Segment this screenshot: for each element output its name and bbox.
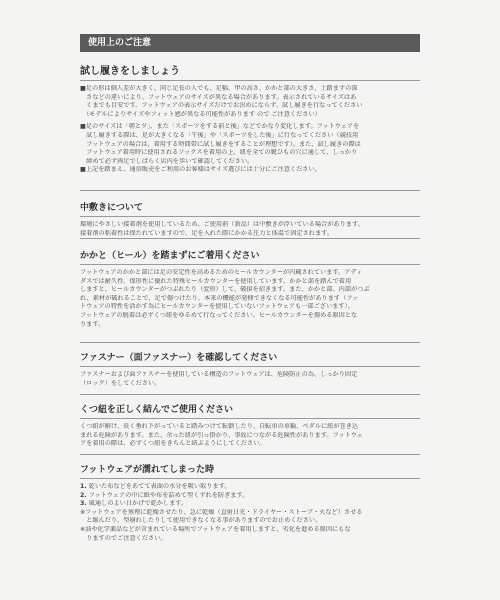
text-line: れ、素材が破れることで、足で傷つけたり、本来の機能が発揮できなくなる可能性があります（フッ <box>80 294 359 302</box>
text-line: （ロック）をしてください。 <box>80 379 161 387</box>
section-title: くつ紐を正しく結んでご使用ください <box>80 402 420 419</box>
step-line <box>80 483 420 492</box>
text-line: フットウェアの場合は、着用する時間帯に試し履きをすることが理想です）。また、試し履きの際は <box>80 140 361 148</box>
text-line: ります。 <box>80 320 105 328</box>
note-line: りますのでご注意ください。 <box>80 534 167 542</box>
divider <box>80 238 420 239</box>
section-try-on <box>80 62 420 175</box>
section-title: 試し履きをしましょう <box>80 62 420 81</box>
text-line: くまでも目安です。フットウェアの表示サイズだけでお決めにならず、試し履きを行なってください <box>80 102 363 110</box>
step-line <box>80 492 420 501</box>
section-title: かかと（ヒール）を踏まずにご着用ください <box>80 248 420 265</box>
divider <box>80 454 420 455</box>
text-line: 締めて必ず両足でしばらく店内を歩いて確認してください。 <box>80 157 254 165</box>
text-line: 試し履きする際は、足が大きくなる「午後」や「スポーツをした後」に行なってください（競技用 <box>80 131 359 139</box>
note-line: ※フットウェアを無理に乾燥させたり、急に乾燥（直射日光・ドライヤー・ストーブ・火など）させる <box>80 508 363 516</box>
section-laces <box>80 402 420 449</box>
text-line: さなどの違いにより、フットウェアのサイズが異なる場合があります。表示されているサイズはあ <box>80 93 357 101</box>
text-line: まれる危険があります。また、余った紐が引っ掛かり、事故につながる危険性があります。フットウェ <box>80 431 363 439</box>
step-text: 乾いた布などをあてて表面の水分を吸い取ります。 <box>88 483 231 490</box>
note-line: ※油や化学薬品などが含まれている場所でフットウェアを着用しますと、劣化を進める原因にもな <box>80 525 351 533</box>
text-line: 接着剤の粘着性は保たれていますので、足を入れた際にかかる圧力と体温で固定されます。 <box>80 229 334 237</box>
divider <box>80 394 420 395</box>
text-line: ダスでは耐久性、保形性に優れた特殊ヒールカウンターを使用しています。かかと部を踏んで着用 <box>80 277 352 285</box>
note-line: と縮んだり、型崩れしたりして使用できなくなる事がありますのでお止めください。 <box>80 517 322 525</box>
header-title-bar: 使用上のご注意 <box>80 34 420 52</box>
section-title: ファスナー（面ファスナー）を確認してください <box>80 350 420 367</box>
section-insole <box>80 200 420 238</box>
text-line: トウェアの特性を活かす為にヒールカウンターを使用していないフットウェアも一部ございます）。 <box>80 303 354 311</box>
text-line: 環境にやさしい接着剤を使用しているため、ご使用前（新品）は中敷きが浮いている場合があります。 <box>80 221 364 228</box>
section-wet-shoes <box>80 462 420 543</box>
section-title: 中敷きについて <box>80 200 420 217</box>
section-fastener <box>80 350 420 388</box>
text-line: フットウェアのかかと部には足の安定性を高めるためのヒールカウンターが内蔵されています。アディ <box>80 269 363 276</box>
step-number: 1. <box>80 483 87 490</box>
section-title: フットウェアが濡れてしまった時 <box>80 462 420 479</box>
text-line: しますと、ヒールカウンターがつぶれたり（変形）して、破損を招きます。また、かかと部、内部がつぶ <box>80 286 370 294</box>
step-text: 風通しのよい日かげで乾かします。 <box>88 500 188 508</box>
step-text: フットウェアの中に紙や布を詰めて型くずれを防ぎます。 <box>88 491 249 499</box>
step-line <box>80 500 420 509</box>
text-line: ファスナーおよび面ファスナーを使用している構造のフットウェアは、危険防止の為、しっかり固定 <box>80 371 358 378</box>
text-line: フットウェア着用時に使用されるソックスを着用の上、紐を全ての靴ひもの穴に通して、しっかり <box>80 149 358 157</box>
divider <box>80 190 420 191</box>
text-line: フットウェアの脱着は必ずくつ紐をゆるめて行なってください。ヒールカウンターを傷める原因とな <box>80 311 358 319</box>
text-line: くつ紐が解け、長く垂れ下がっていると踏みつけて転倒したり、自転車の車輪、ペダルに紐が巻き込 <box>80 423 359 430</box>
section-heel <box>80 248 420 329</box>
text-line: ■足の形は個人差が大きく、同じ足長の人でも、足幅、甲の高さ、かかと部の大きさ、土踏まずの深 <box>80 85 358 92</box>
text-line: （モデルによりサイズやフィット感が異なる可能性があります ので ご注意ください） <box>80 110 321 118</box>
text-line: アを着用の際は、必ずくつ紐をきちんと結ぶようにしてください。 <box>80 440 266 448</box>
step-number: 2. <box>80 491 87 499</box>
text-line: ■上記を踏まえ、通信販売をご利用のお客様はサイズ選びには十分にご注意ください。 <box>80 166 321 174</box>
divider <box>80 342 420 343</box>
step-number: 3. <box>80 500 87 508</box>
text-line: ■足のサイズは「朝と夕」、また「スポーツをする前と後」などでかなり変化します。フットウェアを <box>80 123 360 131</box>
